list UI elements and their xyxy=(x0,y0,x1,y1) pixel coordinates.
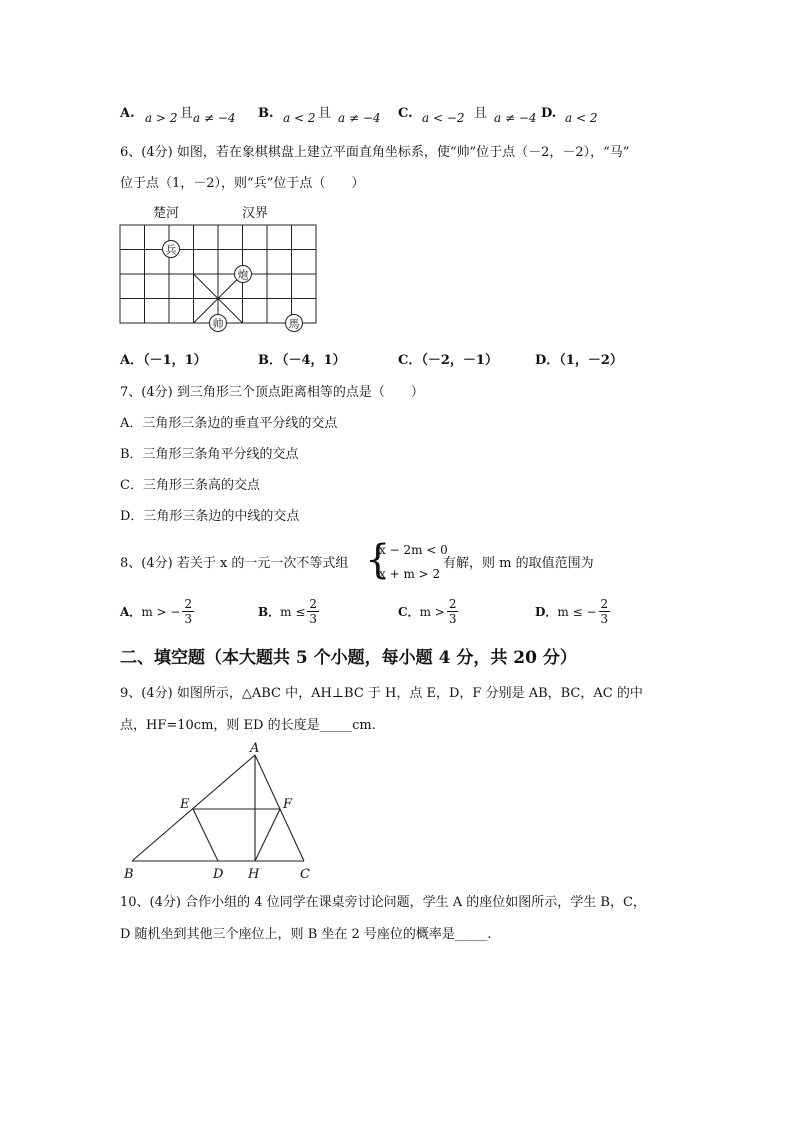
q8-option-b xyxy=(258,597,319,626)
q8-option-c-num: 2 xyxy=(448,597,457,611)
label-d: D xyxy=(213,867,224,882)
q8-option-a xyxy=(120,597,194,626)
q8-option-b-letter: B． xyxy=(258,605,281,619)
q8-stem-after: 有解，则 m 的取值范围为 xyxy=(443,556,594,571)
svg-text:馬: 馬 xyxy=(288,317,300,331)
section-2-heading: 二、填空题（本大题共 5 个小题，每小题 4 分，共 20 分） xyxy=(120,648,577,668)
q5-option-b-expr1: a < 2 xyxy=(283,111,316,125)
piece-shuai xyxy=(210,315,227,332)
q8-option-a-den: 3 xyxy=(184,612,193,626)
label-e: E xyxy=(180,797,190,812)
q8-option-d-lhs: m ≤ − xyxy=(557,604,597,619)
label-a: A xyxy=(250,741,260,756)
q8-option-b-lhs: m ≤ xyxy=(280,604,306,619)
q8-option-c xyxy=(398,597,458,626)
q8-option-d-den: 3 xyxy=(600,612,609,626)
segment-ab xyxy=(132,755,255,861)
q8-system-line2: x + m > 2 xyxy=(379,567,441,581)
q6-option-c: C．（－2，－1） xyxy=(398,353,498,368)
q9-stem-line1: 9、(4分) 如图所示，△ABC 中，AH⊥BC 于 H，点 E，D，F 分别是 AB，BC，AC 的中 xyxy=(120,686,643,701)
q8-option-a-letter: A． xyxy=(120,605,142,619)
q5-option-c-expr1: a < −2 xyxy=(422,111,465,125)
board-grid xyxy=(120,225,316,323)
q8-option-c-den: 3 xyxy=(448,612,457,626)
piece-bing xyxy=(163,241,180,258)
q6-option-b: B．（－4，1） xyxy=(258,353,346,368)
q5-option-a-letter: A. xyxy=(120,106,135,121)
svg-text:炮: 炮 xyxy=(237,268,249,282)
chess-board-figure xyxy=(110,215,330,335)
q5-option-b-letter: B. xyxy=(258,106,274,121)
q8-option-c-lhs: m > xyxy=(419,604,445,619)
q6-stem-line1: 6、(4分) 如图，若在象棋棋盘上建立平面直角坐标系，使“帅”位于点（－2，－2），“马” xyxy=(120,145,630,160)
q8-option-c-letter: C． xyxy=(398,605,420,619)
q5-option-a-conj: 且 xyxy=(180,106,194,121)
piece-ma xyxy=(286,315,303,332)
q7-option-c: C．三角形三条高的交点 xyxy=(120,478,260,493)
q5-option-c-conj: 且 xyxy=(474,106,488,121)
label-c: C xyxy=(300,867,310,882)
q8-system-brace: { xyxy=(365,537,391,583)
q10-stem-line1: 10、(4分) 合作小组的 4 位同学在课桌旁讨论问题，学生 A 的座位如图所示，学生 B，C， xyxy=(120,895,646,910)
q7-option-a: A．三角形三条边的垂直平分线的交点 xyxy=(120,416,338,431)
q8-stem-before: 8、(4分) 若关于 x 的一元一次不等式组 xyxy=(120,556,349,571)
q7-stem: 7、(4分) 到三角形三个顶点距离相等的点是（ ） xyxy=(120,385,424,400)
q8-option-a-lhs: m > − xyxy=(141,604,181,619)
board-label-chuhe: 楚河 xyxy=(153,206,180,221)
q5-option-b-conj: 且 xyxy=(318,106,332,121)
q10-stem-line2: D 随机坐到其他三个座位上，则 B 坐在 2 号座位的概率是_____. xyxy=(120,927,492,942)
q5-option-b-expr2: a ≠ −4 xyxy=(338,111,381,125)
q5-option-c-expr2: a ≠ −4 xyxy=(494,111,537,125)
q8-option-b-den: 3 xyxy=(309,612,318,626)
q8-option-d-num: 2 xyxy=(600,597,609,611)
label-h: H xyxy=(248,867,260,882)
label-f: F xyxy=(283,797,293,812)
triangle-figure xyxy=(120,738,330,886)
q5-option-c-letter: C. xyxy=(398,106,413,121)
q5-option-d-expr1: a < 2 xyxy=(565,111,598,125)
svg-text:兵: 兵 xyxy=(165,243,177,257)
board-label-hanjie: 汉界 xyxy=(242,206,269,221)
q6-option-a: A．（－1，1） xyxy=(120,353,207,368)
q8-option-a-num: 2 xyxy=(184,597,193,611)
q6-option-d: D．（1，－2） xyxy=(535,353,623,368)
q5-option-a-expr2: a ≠ −4 xyxy=(193,111,236,125)
label-b: B xyxy=(124,867,134,882)
q7-option-b: B．三角形三条角平分线的交点 xyxy=(120,447,299,462)
q9-stem-line2: 点，HF=10cm，则 ED 的长度是_____cm. xyxy=(120,718,376,733)
svg-text:帅: 帅 xyxy=(212,317,224,331)
q6-stem-line2: 位于点（1，－2），则“兵”位于点（ ） xyxy=(120,176,365,191)
q7-option-d: D．三角形三条边的中线的交点 xyxy=(120,509,300,524)
segment-ed xyxy=(193,809,218,861)
segment-fh xyxy=(255,809,280,861)
q5-option-d-letter: D. xyxy=(541,106,557,121)
q8-option-d-letter: D． xyxy=(535,605,558,619)
q8-option-d xyxy=(535,597,610,626)
piece-pao xyxy=(235,266,252,283)
q5-option-a-expr1: a > 2 xyxy=(145,111,178,125)
q8-system-line1: x − 2m < 0 xyxy=(379,543,448,557)
q8-option-b-num: 2 xyxy=(309,597,318,611)
